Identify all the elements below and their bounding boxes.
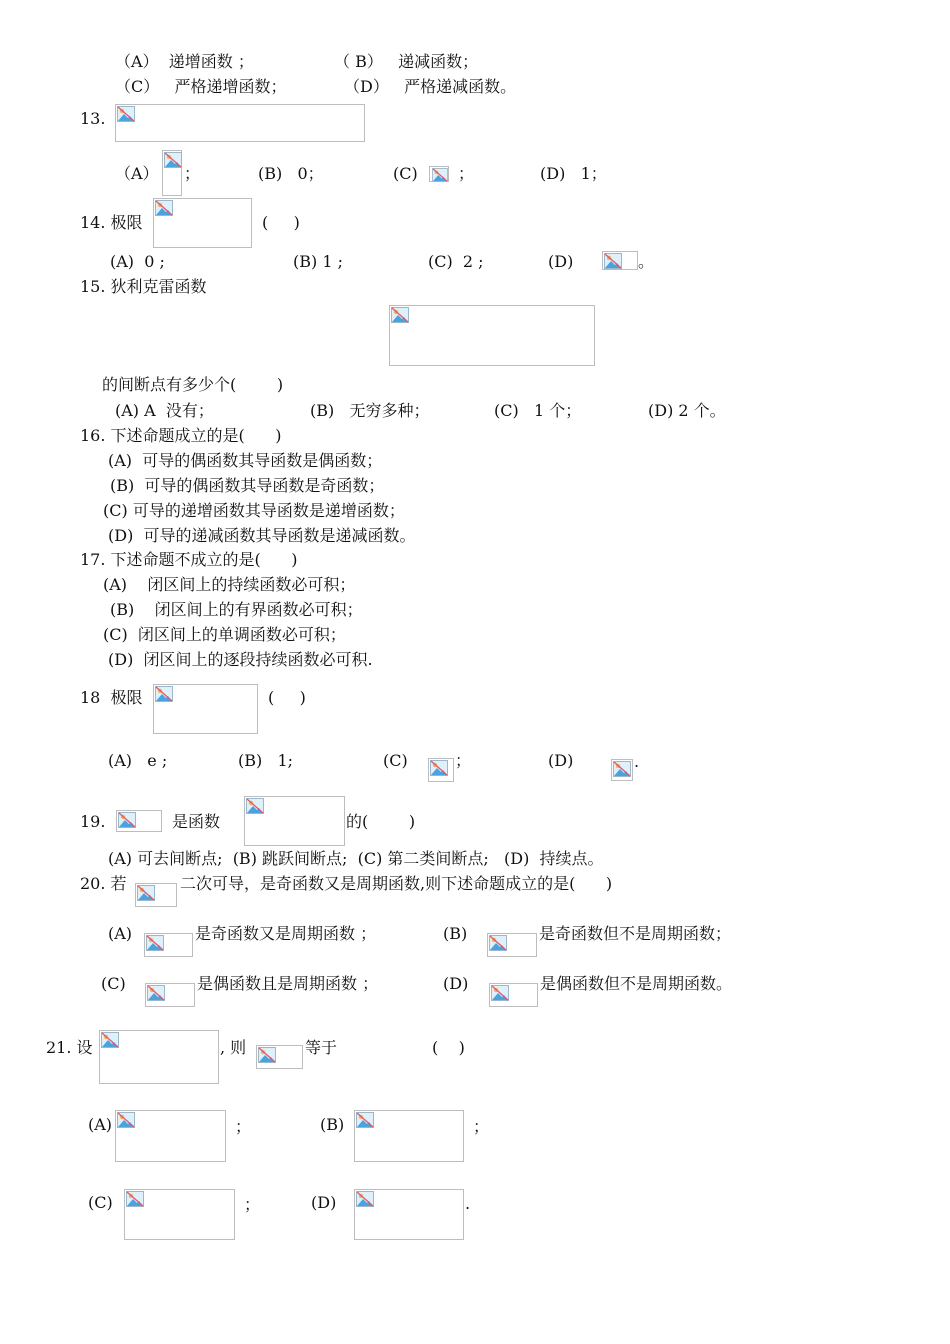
separator: ； [458, 164, 475, 183]
separator: ； [235, 1117, 252, 1136]
question-stem: 的间断点有多少个( ) [102, 375, 284, 394]
broken-image-icon [146, 935, 164, 951]
option-line: (B) 无穷多种； [310, 401, 430, 420]
formula-image [489, 983, 538, 1007]
formula-image [124, 1189, 235, 1240]
option-line: (A) 闭区间上的持续函数必可积； [103, 575, 356, 594]
formula-image [354, 1110, 464, 1162]
formula-image [135, 883, 177, 907]
broken-image-icon [117, 106, 135, 122]
broken-image-icon [431, 168, 449, 182]
option-label: (D) [311, 1193, 337, 1212]
question-number: 19. [80, 812, 106, 831]
option-line: (C) 2 ; [428, 252, 484, 271]
option-line: (D) 2 个。 [648, 401, 726, 420]
broken-image-icon [356, 1112, 374, 1128]
separator: ； [473, 1117, 490, 1136]
broken-image-icon [147, 985, 165, 1001]
formula-image [389, 305, 595, 366]
broken-image-icon [126, 1191, 144, 1207]
separator: ； [184, 164, 201, 183]
broken-image-icon [604, 253, 622, 269]
option-label: (B) [443, 924, 468, 943]
answer-paren: ( ) [262, 213, 300, 232]
option-line: （D） 严格递减函数。 [344, 77, 517, 96]
option-line: (A) 0 ; [110, 252, 165, 271]
broken-image-icon [137, 885, 155, 901]
formula-image [115, 1110, 226, 1162]
question-stem: 等于 [305, 1038, 338, 1057]
answer-paren: ( ) [432, 1038, 465, 1057]
question-number: 13. [80, 109, 106, 128]
question-stem: 18 极限 [80, 688, 143, 707]
option-label: (C) [101, 974, 126, 993]
option-line: (D) 闭区间上的逐段持续函数必可积. [108, 650, 373, 669]
option-line: （A） 递增函数 ； [115, 52, 254, 71]
option-text: 是偶函数且是周期函数 ； [197, 974, 379, 993]
formula-image [153, 198, 252, 248]
option-line: (A) A 没有； [115, 401, 214, 420]
option-line: (C) 1 个； [494, 401, 582, 420]
broken-image-icon [117, 1112, 135, 1128]
separator: . [634, 752, 640, 771]
option-label: (B) [320, 1115, 345, 1134]
separator: ； [244, 1195, 261, 1214]
option-line: （ B） 递减函数； [334, 52, 479, 71]
option-text: 是奇函数但不是周期函数； [539, 924, 732, 943]
separator: 。 [638, 252, 655, 271]
option-line: (C) 可导的递增函数其导函数是递增函数； [103, 501, 405, 520]
broken-image-icon [258, 1047, 276, 1063]
question-stem: 是函数 [172, 812, 221, 831]
question-stem: 17. 下述命题不成立的是( ) [80, 550, 298, 569]
broken-image-icon [246, 798, 264, 814]
option-line: (C) 闭区间上的单调函数必可积； [103, 625, 346, 644]
option-label: (C) [88, 1193, 113, 1212]
question-stem: 21. 设 [46, 1038, 93, 1057]
question-stem: 14. 极限 [80, 213, 143, 232]
option-label: （A） [115, 164, 159, 183]
formula-image [99, 1030, 219, 1084]
broken-image-icon [356, 1191, 374, 1207]
option-line: (B) 0； [258, 164, 324, 183]
option-line: (B) 可导的偶函数其导函数是奇函数； [110, 476, 385, 495]
option-label: (A) [88, 1115, 113, 1134]
option-line: (A) e ; [108, 751, 168, 770]
formula-image [144, 933, 193, 957]
option-line: (D) 1； [540, 164, 607, 183]
option-line: (A) 可导的偶函数其导函数是偶函数； [108, 451, 383, 470]
separator: . [465, 1194, 471, 1213]
broken-image-icon [491, 985, 509, 1001]
formula-image [487, 933, 537, 957]
option-label: (C) [383, 751, 408, 770]
question-stem: 20. 若 [80, 874, 127, 893]
broken-image-icon [118, 812, 136, 828]
formula-image [611, 759, 633, 781]
formula-image [116, 810, 162, 832]
option-line: (B) 闭区间上的有界函数必可积； [110, 600, 363, 619]
separator: ； [455, 751, 472, 770]
broken-image-icon [430, 760, 448, 776]
formula-image [244, 796, 345, 846]
broken-image-icon [155, 200, 173, 216]
option-line: （C） 严格递增函数； [115, 77, 287, 96]
formula-image [153, 684, 258, 734]
formula-image [162, 150, 182, 196]
option-text: 是偶函数但不是周期函数。 [540, 974, 733, 993]
option-line: (B) 1 ; [293, 252, 343, 271]
answer-paren: 的( ) [346, 812, 416, 831]
formula-image [429, 166, 449, 182]
formula-image [602, 251, 638, 270]
formula-image [256, 1045, 303, 1069]
answer-paren: ( ) [268, 688, 306, 707]
option-label: (A) [108, 924, 133, 943]
broken-image-icon [391, 307, 409, 323]
question-stem: 16. 下述命题成立的是( ) [80, 426, 282, 445]
formula-image [354, 1189, 464, 1240]
question-stem: 二次可导，是奇函数又是周期函数,则下述命题成立的是( ) [180, 874, 613, 893]
broken-image-icon [164, 152, 182, 168]
broken-image-icon [613, 761, 631, 777]
formula-image [115, 104, 365, 142]
question-stem: 15. 狄利克雷函数 [80, 277, 207, 296]
option-label: (C) [393, 164, 418, 183]
formula-image [145, 983, 195, 1007]
option-label: (D) [548, 751, 574, 770]
option-line: (D) 可导的递减函数其导函数是递减函数。 [108, 526, 416, 545]
formula-image [428, 758, 454, 782]
option-text: 是奇函数又是周期函数 ； [195, 924, 377, 943]
broken-image-icon [101, 1032, 119, 1048]
question-stem: , 则 [220, 1038, 247, 1057]
option-label: (D) [443, 974, 469, 993]
option-label: (D) [548, 252, 574, 271]
broken-image-icon [489, 935, 507, 951]
option-line: (B) 1; [238, 751, 294, 770]
broken-image-icon [155, 686, 173, 702]
option-line: (A) 可去间断点; (B) 跳跃间断点; (C) 第二类间断点; (D) 持续点。 [108, 849, 604, 868]
